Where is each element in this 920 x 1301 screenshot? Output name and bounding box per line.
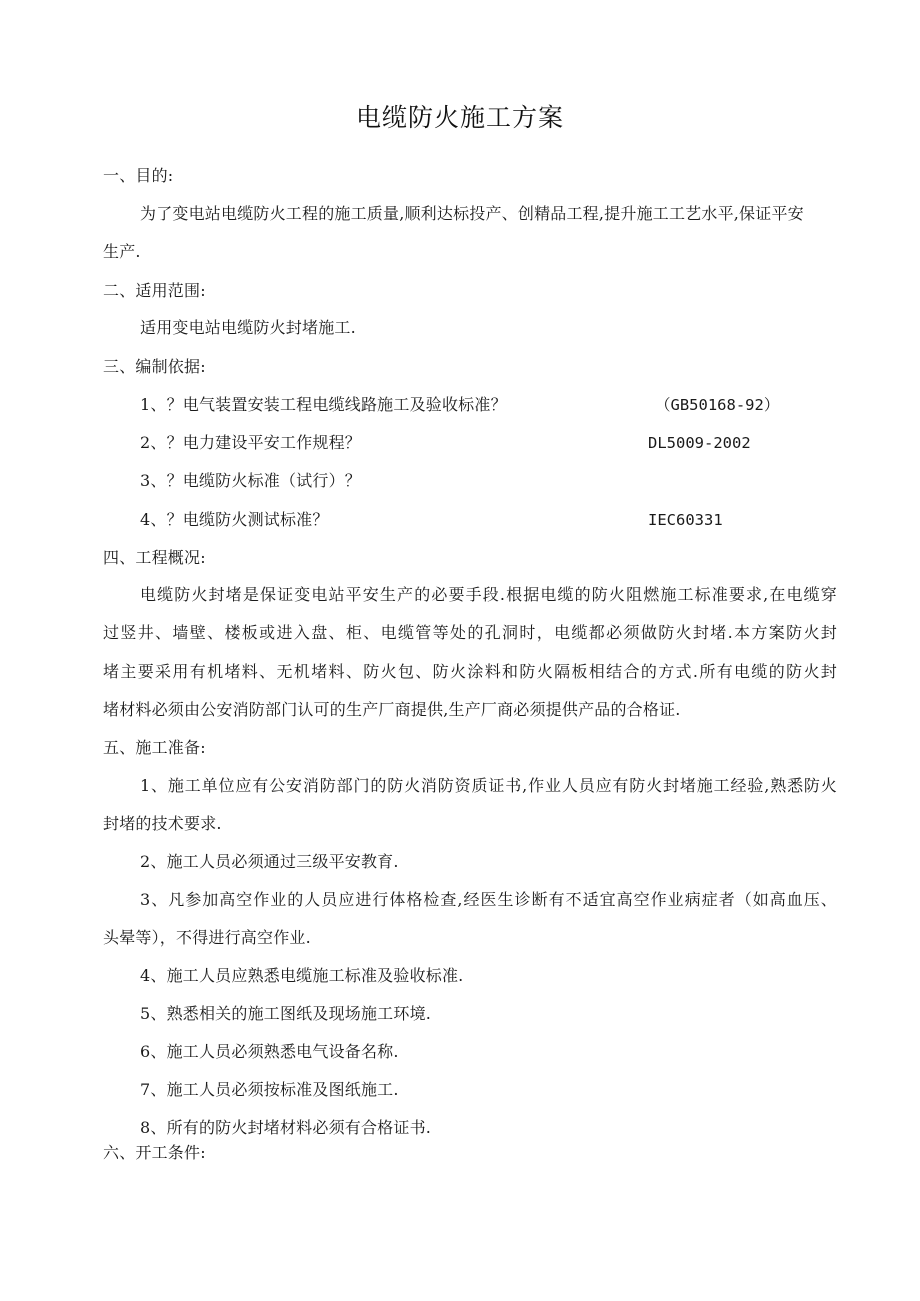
section-heading-preparation: 五、施工准备:	[103, 738, 206, 757]
scope-paragraph: 适用变电站电缆防火封堵施工.	[140, 318, 356, 337]
reference-item-2: 2、？电力建设平安工作规程？	[140, 433, 361, 452]
section-heading-basis: 三、编制依据:	[103, 357, 206, 376]
overview-paragraph-line-1: 电缆防火封堵是保证变电站平安生产的必要手段.根据电缆的防火阻燃施工标准要求,在电缆穿	[140, 585, 837, 604]
reference-item-3: 3、？电缆防火标准（试行）？	[140, 471, 361, 490]
overview-paragraph-line-4: 堵材料必须由公安消防部门认可的生产厂商提供,生产厂商必须提供产品的合格证.	[103, 700, 681, 719]
section-heading-scope: 二、适用范围:	[103, 281, 206, 300]
reference-code-1: （GB50168-92）	[655, 396, 780, 414]
preparation-item-7: 7、施工人员必须按标准及图纸施工.	[140, 1080, 399, 1099]
reference-item-1: 1、？电气装置安装工程电缆线路施工及验收标准？	[140, 395, 507, 414]
preparation-item-8: 8、所有的防火封堵材料必须有合格证书.	[140, 1118, 432, 1137]
overview-paragraph-line-2: 过竖井、墙壁、楼板或进入盘、柜、电缆管等处的孔洞时，电缆都必须做防火封堵.本方案防火封	[103, 623, 837, 642]
preparation-item-3-line-1: 3、凡参加高空作业的人员应进行体格检查,经医生诊断有不适宜高空作业病症者（如高血压、	[140, 890, 837, 909]
section-heading-purpose: 一、目的:	[103, 166, 174, 185]
reference-code-4: IEC60331	[648, 511, 723, 529]
overview-paragraph-line-3: 堵主要采用有机堵料、无机堵料、防火包、防火涂料和防火隔板相结合的方式.所有电缆的防火封	[103, 662, 837, 681]
section-heading-overview: 四、工程概况:	[103, 548, 206, 567]
document-title: 电缆防火施工方案	[355, 103, 564, 132]
section-heading-start-conditions: 六、开工条件:	[103, 1143, 206, 1162]
preparation-item-4: 4、施工人员应熟悉电缆施工标准及验收标准.	[140, 966, 464, 985]
preparation-item-6: 6、施工人员必须熟悉电气设备名称.	[140, 1042, 399, 1061]
preparation-item-3-line-2: 头晕等），不得进行高空作业.	[103, 928, 311, 947]
purpose-paragraph-line-2: 生产.	[103, 242, 141, 261]
preparation-item-2: 2、施工人员必须通过三级平安教育.	[140, 852, 399, 871]
preparation-item-1-line-2: 封堵的技术要求.	[103, 814, 222, 833]
purpose-paragraph-line-1: 为了变电站电缆防火工程的施工质量,顺利达标投产、创精品工程,提升施工工艺水平,保证平安	[140, 204, 804, 223]
preparation-item-1-line-1: 1、施工单位应有公安消防部门的防火消防资质证书,作业人员应有防火封堵施工经验,熟悉防火	[140, 776, 837, 795]
reference-code-2: DL5009-2002	[648, 434, 751, 452]
preparation-item-5: 5、熟悉相关的施工图纸及现场施工环境.	[140, 1004, 432, 1023]
reference-item-4: 4、？电缆防火测试标准？	[140, 510, 329, 529]
